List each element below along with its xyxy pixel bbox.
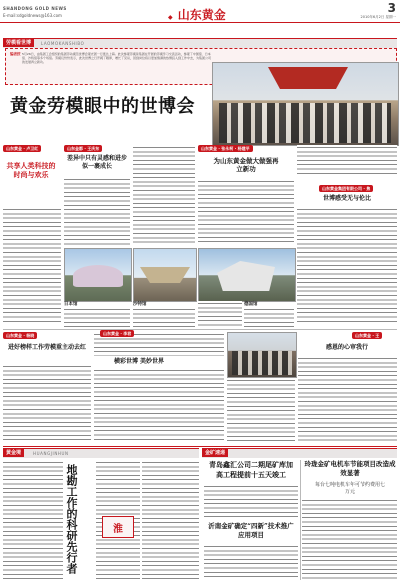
row3-photo <box>227 332 297 378</box>
masthead <box>0 0 400 22</box>
story-3-subtitle: 每台七吨电机车年可节约费用七万元 <box>314 482 385 495</box>
bottom-left-vertical-headline: 地勘工作的科研先行者 <box>65 464 78 574</box>
section-label: 劳模看世博 <box>3 39 34 47</box>
paper-name-en: SHANDONG GOLD NEWS <box>3 6 67 11</box>
page-number: 3 <box>387 1 396 15</box>
intro-text: 5月26日，由集团工会组织的集团劳动模范世博会观光团一行抵达上海。此次参观劳模是集团在开展的劳模学习交流活动，参观了中国馆、日本馆、沙特馆等多个场馆。劳模们纷纷表示，此次世博之行开阔了眼界，增长了见识，回到岗位将以更加饱满的热情投入到工作中去，为集团公司的发展再立新功。 <box>22 52 212 64</box>
row3-article-3-body <box>298 356 397 442</box>
row3-article-1-tag: 山东黄金 · 杨晓 <box>3 332 37 339</box>
column-2-title: 差异中只有灵感和进步似一裹成长 <box>66 155 127 170</box>
pavilion-caption-extra <box>198 301 242 327</box>
pavilion-photo-japan <box>64 248 132 302</box>
bottom-left-label-en: HUANGJINHUN <box>33 451 69 456</box>
row3-article-3-tag: 山东黄金 · 王 <box>352 332 382 339</box>
row3-article-2-title: 横彩世博 美妙世界 <box>113 358 165 365</box>
column-3-title: 为山东黄金做大做强再立新功 <box>213 157 279 173</box>
column-2b-body <box>133 145 195 245</box>
pavilion-roof-shape <box>268 67 348 89</box>
story-3-title: 玲珑金矿电机车节能项目改造成效显著 <box>304 460 396 477</box>
paper-logo: ◆ 山东黄金 <box>168 8 226 22</box>
intro-label: 编者按 <box>10 52 21 56</box>
row3-rule <box>3 329 397 330</box>
column-4-title: 世博感受无与伦比 <box>322 195 371 202</box>
germany-pavilion-structure <box>217 261 275 291</box>
column-4-tag: 山东黄金集团有限公司 · 焦 <box>319 185 373 192</box>
row3-photo-caption <box>227 378 295 442</box>
masthead-rule <box>0 22 400 23</box>
column-2-tag: 山东金都 · 王庆东 <box>64 145 102 152</box>
pavilion-caption-germany <box>244 301 294 327</box>
bottom-left-body-1 <box>3 460 63 580</box>
story-3-body <box>302 498 397 580</box>
main-headline-text: 黄金劳模眼中的世博会 <box>10 96 195 117</box>
pavilion-name-saudi: 沙特馆 <box>133 302 147 307</box>
row3-article-2-tag: 山东黄金 · 李君 <box>100 330 134 337</box>
row3-photo-people <box>232 351 292 375</box>
email: E-mail:sdgoldnews@163.com <box>3 13 62 18</box>
issue-date: 2010年6月2日 星期一 <box>360 15 396 19</box>
story-2-title: 沂南金矿确定“四新”技术推广应用项目 <box>208 522 294 539</box>
column-3-body <box>198 179 294 245</box>
bottom-right-divider <box>300 460 301 580</box>
row3-article-1 <box>3 332 91 442</box>
group-photo <box>212 62 399 146</box>
pavilion-photo-saudi <box>133 248 197 302</box>
story-1-body <box>204 484 298 518</box>
column-1 <box>3 145 61 327</box>
bottom-left-label: 黄金境 <box>3 449 24 457</box>
section-header-top <box>3 38 397 48</box>
column-1-title: 共享人类科技的时尚与欢乐 <box>6 161 56 179</box>
column-3 <box>198 145 294 245</box>
section-header-bottom-right <box>202 448 397 458</box>
column-1-tag: 山东黄金 · 卢卫红 <box>3 145 41 152</box>
paper-name-cn: 山东黄金 <box>177 8 226 22</box>
pavilion-caption-japan <box>64 301 130 327</box>
column-1-body <box>3 207 61 325</box>
pavilion-name-japan: 日本馆 <box>64 302 78 307</box>
row3-article-2 <box>94 332 224 442</box>
pavilion-caption-saudi <box>133 301 195 327</box>
people-row <box>219 103 391 143</box>
story-1-title: 青岛鑫汇公司二期尾矿库加高工程提前十五天竣工 <box>209 460 293 479</box>
row3-article-2-body <box>94 368 224 442</box>
row3-article-3 <box>298 332 397 442</box>
column-2 <box>64 145 130 245</box>
column-4 <box>297 145 397 327</box>
row3-article-1-title: 进好榜样工作劳模重主动去红 <box>7 344 86 351</box>
column-4-top-body <box>297 145 397 177</box>
bottom-left-author-stamp <box>102 516 134 538</box>
bottom-left-author-tag: 淮 <box>113 524 123 535</box>
column-3-tag: 山东黄金 · 张永柯 · 杨建平 <box>198 145 253 152</box>
pavilion-photo-germany <box>198 248 296 302</box>
bottom-left-body-3 <box>142 460 199 580</box>
column-2-body <box>64 177 130 245</box>
column-4-body <box>297 207 397 325</box>
story-2-body <box>204 544 298 580</box>
bottom-right-label: 金矿速递 <box>202 449 228 457</box>
row3-article-3-title: 感恩的心审我行 <box>325 344 368 351</box>
saudi-pavilion-boat <box>140 267 190 283</box>
section-header-bottom-left <box>3 448 199 458</box>
pavilion-caption-germany-text <box>244 307 294 327</box>
pavilion-caption-saudi-text <box>133 307 195 327</box>
pavilion-name-germany: 德国馆 <box>244 302 258 307</box>
section-label-en: LAOMOKANSHIBO <box>41 41 85 46</box>
bottom-rule <box>3 446 397 447</box>
main-headline <box>10 92 210 122</box>
japan-pavilion-dome <box>73 265 123 287</box>
pavilion-caption-japan-text <box>64 307 130 327</box>
row3-article-1-body <box>3 364 91 442</box>
